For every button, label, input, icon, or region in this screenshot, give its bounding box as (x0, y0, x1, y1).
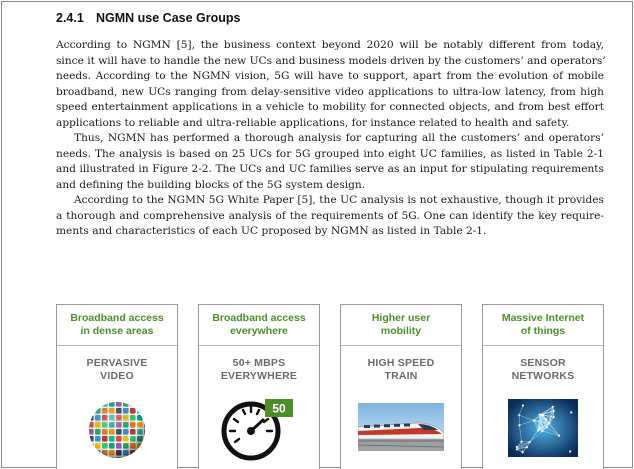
text-line: needs. According to the NGMN vision, 5G will have to support, apart from the evolution of mobile (56, 70, 604, 82)
high-speed-train-icon (358, 403, 444, 451)
card-group-label: Massive Internet of things (483, 305, 603, 346)
card-group-label: Broadband access everywhere (199, 305, 319, 346)
paragraph-1 (56, 38, 604, 131)
card-group-label: Higher user mobility (341, 305, 461, 346)
body-text (56, 38, 604, 240)
card-usecase-label: HIGH SPEED TRAIN (367, 357, 435, 382)
high-speed-train-image (341, 389, 461, 469)
card-usecase-label: SENSOR NETWORKS (511, 357, 575, 382)
card-high-speed-train (340, 304, 462, 469)
text-line: ments and characteristics of each UC proposed by NGMN as listed in Table 2-1. (56, 225, 487, 237)
app-icon-sphere-image (57, 389, 177, 469)
text-line: since it will have to handle the new UCs and business models driven by the customers’ and operators’ (56, 54, 606, 67)
use-case-figure (56, 304, 606, 469)
paragraph-3 (56, 193, 604, 240)
text-line: and illustrated in Figure 2-2. The UCs and UC families serve as an input for stipulating requirements (56, 163, 604, 175)
text-line: broadband, new UCs ranging from delay-sensitive video applications to ultra-low latency, from high (56, 85, 604, 98)
card-usecase-label: 50+ MBPS EVERYWHERE (220, 357, 298, 382)
section-heading (56, 11, 240, 25)
card-50-mbps-everywhere (198, 304, 320, 469)
speed-badge: 50 (272, 401, 286, 416)
paragraph-2 (56, 131, 604, 193)
text-line: According to the NGMN 5G White Paper [5], the UC analysis is not exhaustive, though it provides (74, 194, 604, 206)
sensor-network-image (483, 389, 603, 469)
speedometer-image (199, 389, 319, 469)
card-usecase-label: PERVASIVE VIDEO (86, 357, 148, 382)
text-line: speed entertainment applications in a vehicle to mobility for connected objects, and from best effort (56, 101, 604, 113)
text-line: applications to reliable and ultra-reliable applications, for instance related to health and safety. (56, 116, 570, 129)
speedometer-icon (221, 395, 297, 461)
card-sensor-networks (482, 304, 604, 469)
text-line: a thorough and comprehensive analysis of the requirements of 5G. One can identify the key require- (56, 209, 604, 222)
text-line: According to NGMN [5], the business context beyond 2020 will be notably different from today, (56, 39, 604, 51)
card-group-label: Broadband access in dense areas (57, 305, 177, 346)
section-title: NGMN use Case Groups (96, 11, 241, 25)
card-pervasive-video (56, 304, 178, 469)
section-number: 2.4.1 (56, 11, 84, 25)
text-line: Thus, NGMN has performed a thorough analysis for capturing all the customers’ and operators’ (74, 132, 604, 144)
text-line: needs. The analysis is based on 25 UCs for 5G grouped into eight UC families, as listed in Table 2-1 (56, 147, 604, 160)
app-icon-sphere-icon (86, 399, 148, 461)
text-line: and defining the building blocks of the 5G system design. (56, 178, 366, 191)
sensor-network-mesh-icon (508, 399, 578, 457)
